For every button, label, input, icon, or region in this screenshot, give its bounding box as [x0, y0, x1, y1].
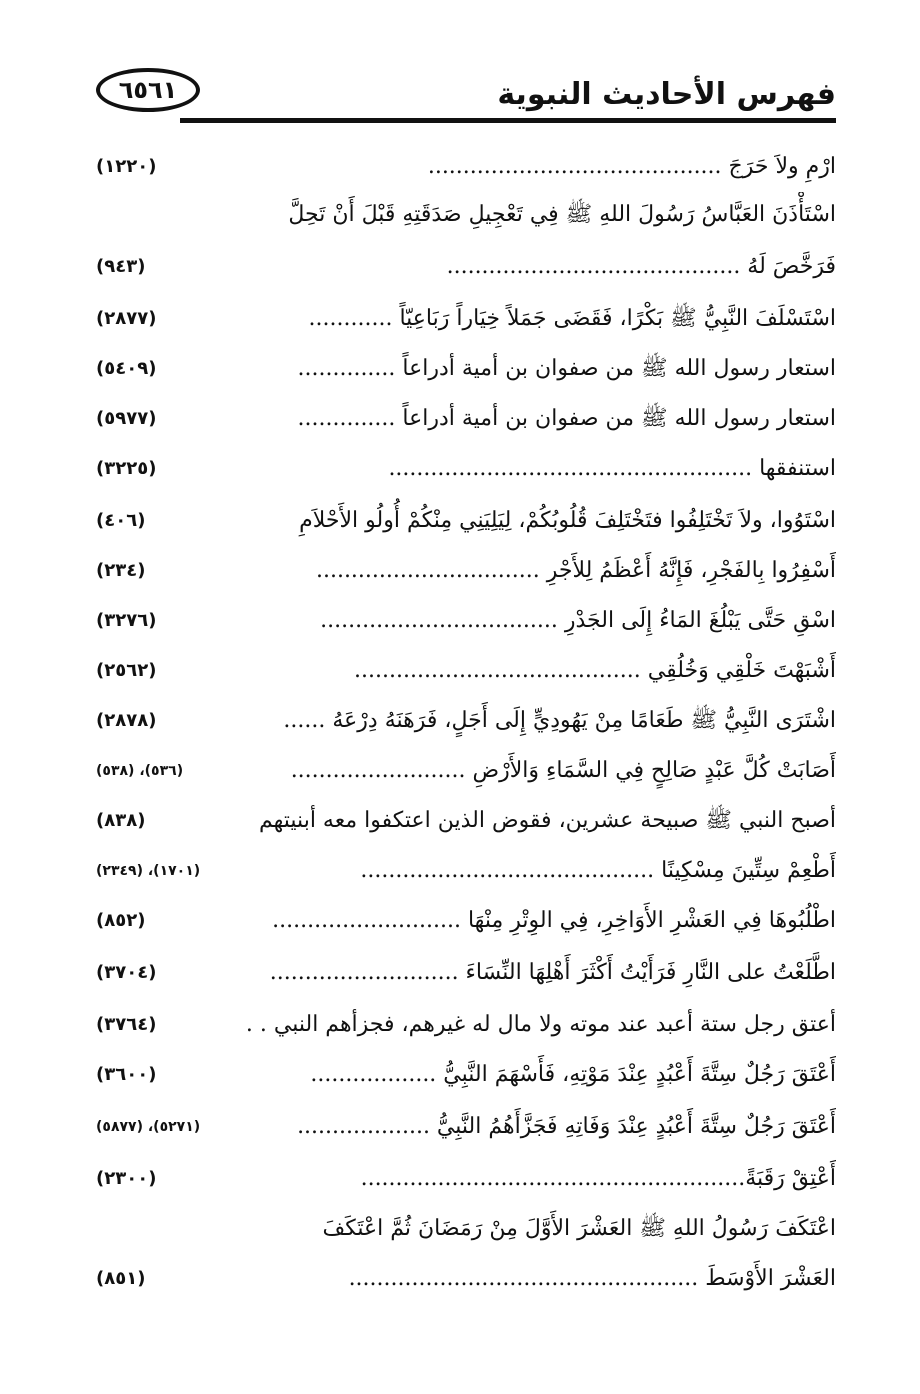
index-entry	[96, 1256, 836, 1302]
index-entry	[96, 1206, 836, 1252]
page-header-title: فهرس الأحاديث النبوية	[497, 77, 836, 112]
entry-reference: (٣٢٧٦)	[96, 610, 157, 631]
entry-reference: (٣٢٢٥)	[96, 458, 157, 479]
entry-text: اطْلُبُوهَا فِي العَشْرِ الأَوَاخِرِ، فِي الوِتْرِ مِنْهَا ...........................	[272, 908, 836, 933]
entry-text: ارْمِ ولاَ حَرَجَ ..........................................	[427, 154, 836, 179]
entry-reference: (٢٣٠٠)	[96, 1168, 157, 1189]
index-entry	[96, 1052, 836, 1098]
entry-text: اطَّلَعْتُ على النَّارِ فَرَأَيْتُ أَكْثَرَ أَهْلِهَا النِّسَاءَ ...........................	[269, 960, 836, 985]
entry-text: اسْتَأْذَنَ العَبَّاسُ رَسُولَ اللهِ ﷺ فِي تَعْجِيلِ صَدَقَتِهِ قَبْلَ أَنْ تَحِلَّ	[288, 202, 836, 227]
entry-reference: (٥٩٧٧)	[96, 408, 157, 429]
entry-text: أعتق رجل ستة أعبد عند موته ولا مال له غيرهم، فجزأهم النبي . .	[245, 1012, 836, 1037]
index-entry	[96, 1002, 836, 1048]
entry-text: أَشْبَهْتَ خَلْقِي وَخُلُقِي .........................................	[354, 658, 836, 683]
entry-text: أَعْتَقَ رَجُلٌ سِتَّةَ أَعْبُدٍ عِنْدَ مَوْتِهِ، فَأَسْهَمَ النَّبِيُّ ..................	[310, 1062, 836, 1087]
index-entry	[96, 498, 836, 544]
entry-text: اسْتَوُوا، ولاَ تَخْتَلِفُوا فتَخْتَلِفَ قُلُوبُكُمْ، لِيَلِيَنِي مِنْكُمْ أُولُو الأَحْلاَمِ	[299, 508, 836, 533]
entry-text: اسْقِ حَتَّى يَبْلُغَ المَاءُ إِلَى الجَدْرِ ..................................	[320, 608, 836, 633]
entry-text: العَشْرَ الأَوْسَطَ ..................................................	[348, 1266, 836, 1291]
entry-text: فَرَخَّصَ لَهُ ..........................................	[446, 254, 836, 279]
index-entry	[96, 898, 836, 944]
entry-reference: (٤٠٦)	[96, 510, 146, 531]
entry-text: أَصَابَتْ كُلَّ عَبْدٍ صَالِحٍ فِي السَّمَاءِ وَالأَرْضِ .........................	[290, 758, 836, 783]
page-number-badge: ٦٥٦١	[96, 68, 200, 112]
index-entry	[96, 748, 836, 794]
index-entry	[96, 798, 836, 844]
index-entry	[96, 446, 836, 492]
entry-text: أَعْتِقْ رَقَبَةً.......................................................	[360, 1166, 836, 1191]
index-entry	[96, 296, 836, 342]
entry-reference: (٥٤٠٩)	[96, 358, 157, 379]
entry-reference: (٣٧٦٤)	[96, 1014, 157, 1035]
entry-text: اعْتَكَفَ رَسُولُ اللهِ ﷺ العَشْرَ الأَوَّلَ مِنْ رَمَضَانَ ثُمَّ اعْتَكَفَ	[322, 1216, 836, 1241]
index-entry	[96, 698, 836, 744]
index-entry	[96, 598, 836, 644]
entry-text: أَعْتَقَ رَجُلٌ سِتَّةَ أَعْبُدٍ عِنْدَ وَفَاتِهِ فَجَزَّأَهُمُ النَّبِيُّ ...................	[297, 1114, 836, 1139]
entry-text: أصبح النبي ﷺ صبيحة عشرين، فقوض الذين اعتكفوا معه أبنيتهم	[259, 808, 836, 833]
entry-text: اشْتَرَى النَّبِيُّ ﷺ طَعَامًا مِنْ يَهُودِيٍّ إِلَى أَجَلٍ، فَرَهَنَهُ دِرْعَهُ ......	[283, 708, 836, 733]
entry-text: استعار رسول الله ﷺ من صفوان بن أمية أدراعاً ..............	[297, 406, 836, 431]
index-entry	[96, 346, 836, 392]
entry-reference: (٥٣٦)، (٥٣٨)	[96, 763, 184, 779]
entry-reference: (٨٥١)	[96, 1268, 146, 1289]
entry-reference	[96, 1206, 226, 1252]
index-entry	[96, 244, 836, 290]
index-entry	[96, 1104, 836, 1150]
entry-text: اسْتَسْلَفَ النَّبِيُّ ﷺ بَكْرًا، فَقَضَى جَمَلاً خِيَاراً رَبَاعِيّاً ............	[308, 306, 836, 331]
index-entry	[96, 192, 836, 238]
index-entry	[96, 1156, 836, 1202]
entry-reference: (٢٨٧٨)	[96, 710, 157, 731]
entry-reference: (١٧٠١)، (٢٣٤٩)	[96, 863, 201, 879]
index-entry	[96, 950, 836, 996]
entry-reference: (٩٤٣)	[96, 256, 146, 277]
entry-reference: (٢٨٧٧)	[96, 308, 157, 329]
index-entry	[96, 548, 836, 594]
entry-reference: (١٢٢٠)	[96, 156, 157, 177]
index-entry	[96, 396, 836, 442]
entry-reference: (٨٣٨)	[96, 810, 146, 831]
entry-reference	[96, 192, 226, 238]
entry-reference: (٣٧٠٤)	[96, 962, 157, 983]
index-entry	[96, 144, 836, 190]
entry-reference: (٨٥٢)	[96, 910, 146, 931]
index-entry	[96, 648, 836, 694]
entry-text: أَطْعِمْ سِتِّينَ مِسْكِينًا ..........................................	[360, 858, 836, 883]
entry-text: استنفقها ....................................................	[388, 456, 836, 481]
entry-reference: (٢٥٦٢)	[96, 660, 157, 681]
index-entry	[96, 848, 836, 894]
entry-text: أَسْفِرُوا بِالفَجْرِ، فَإِنَّهُ أَعْظَمُ لِلأَجْرِ ................................	[315, 558, 836, 583]
entry-reference: (٣٦٠٠)	[96, 1064, 157, 1085]
entry-reference: (٢٣٤)	[96, 560, 146, 581]
entry-text: استعار رسول الله ﷺ من صفوان بن أمية أدراعاً ..............	[297, 356, 836, 381]
entry-reference: (٥٢٧١)، (٥٨٧٧)	[96, 1119, 201, 1135]
